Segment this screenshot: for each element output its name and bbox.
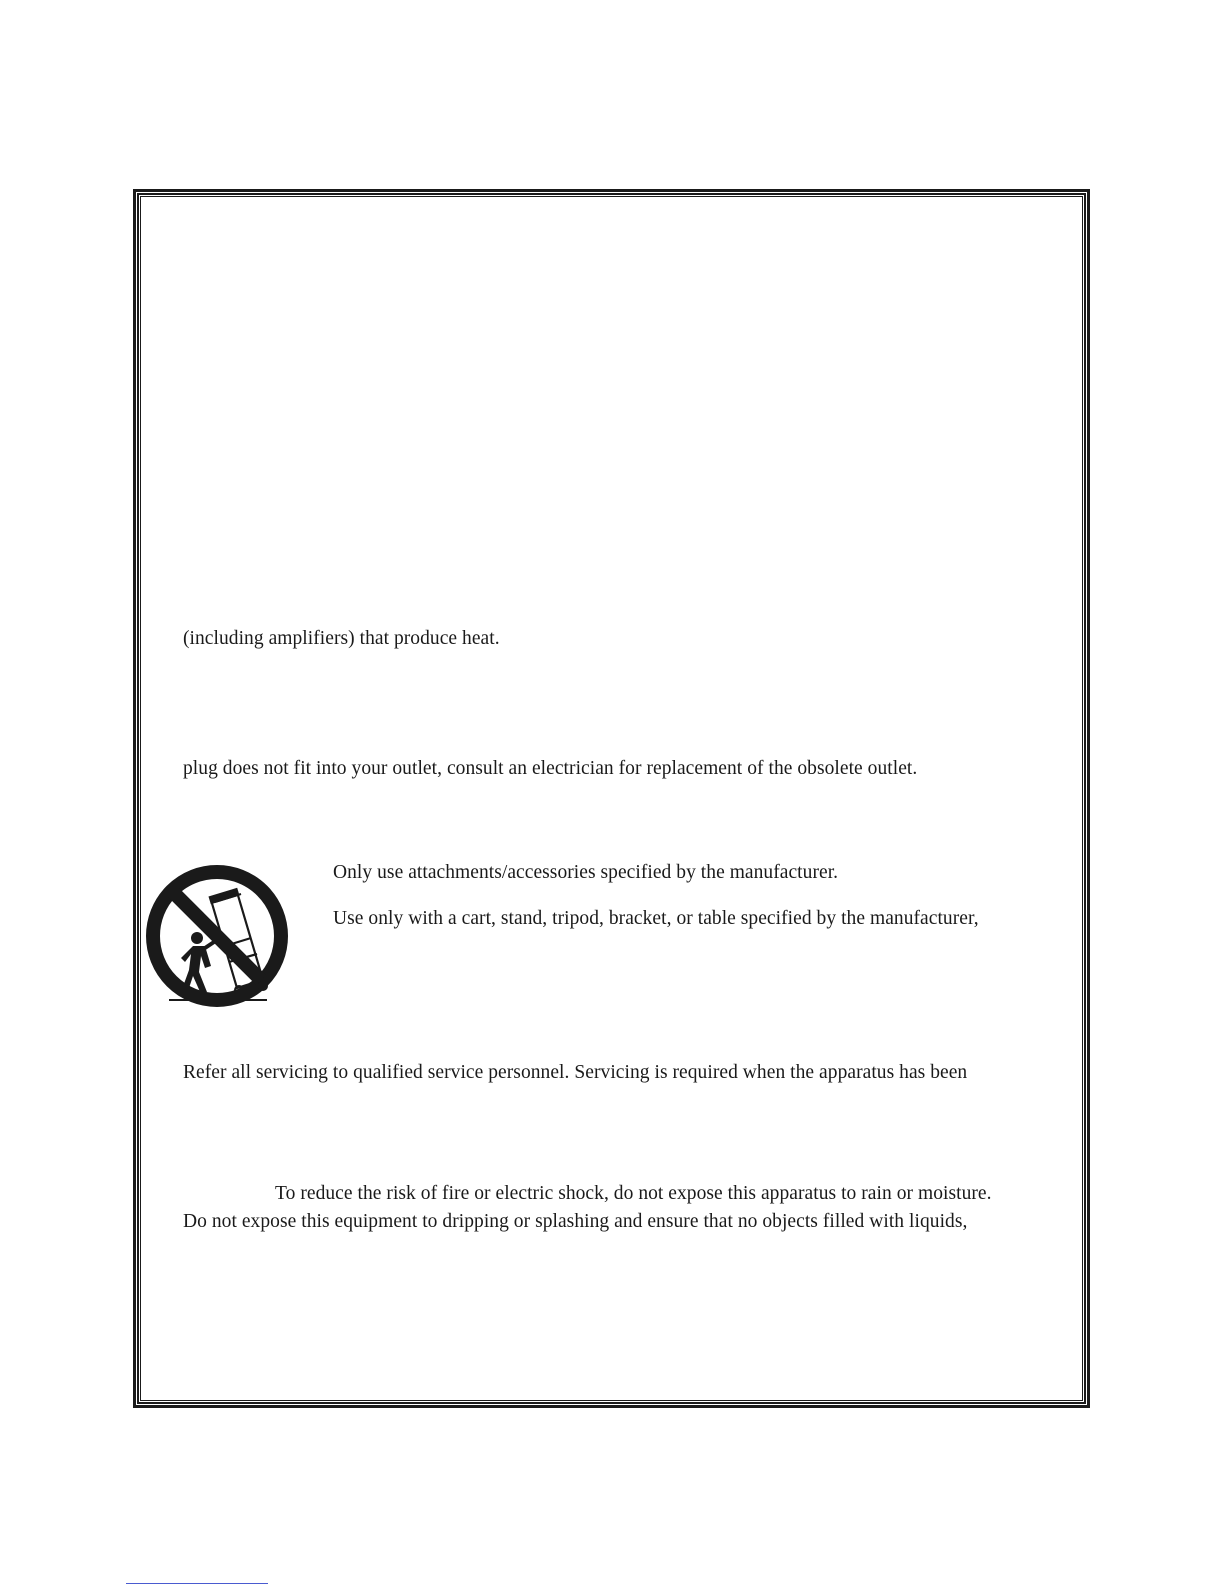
instruction-servicing: Refer all servicing to qualified service personnel. Servicing is required when the apparatus has been: [183, 1062, 968, 1083]
instruction-cart-stand: Use only with a cart, stand, tripod, bracket, or table specified by the manufacturer,: [333, 908, 979, 929]
warning-dripping-splashing: Do not expose this equipment to dripping or splashing and ensure that no objects filled with liquids,: [183, 1211, 968, 1232]
footnote-separator: [126, 1583, 268, 1584]
instruction-polarized-plug: plug does not fit into your outlet, consult an electrician for replacement of the obsolete outlet.: [183, 758, 918, 779]
instruction-heat-sources: (including amplifiers) that produce heat.: [183, 628, 500, 649]
warning-fire-shock: To reduce the risk of fire or electric shock, do not expose this apparatus to rain or moisture.: [275, 1183, 992, 1204]
instruction-attachments: Only use attachments/accessories specified by the manufacturer.: [333, 862, 839, 883]
cart-warning-icon: [145, 862, 291, 1012]
